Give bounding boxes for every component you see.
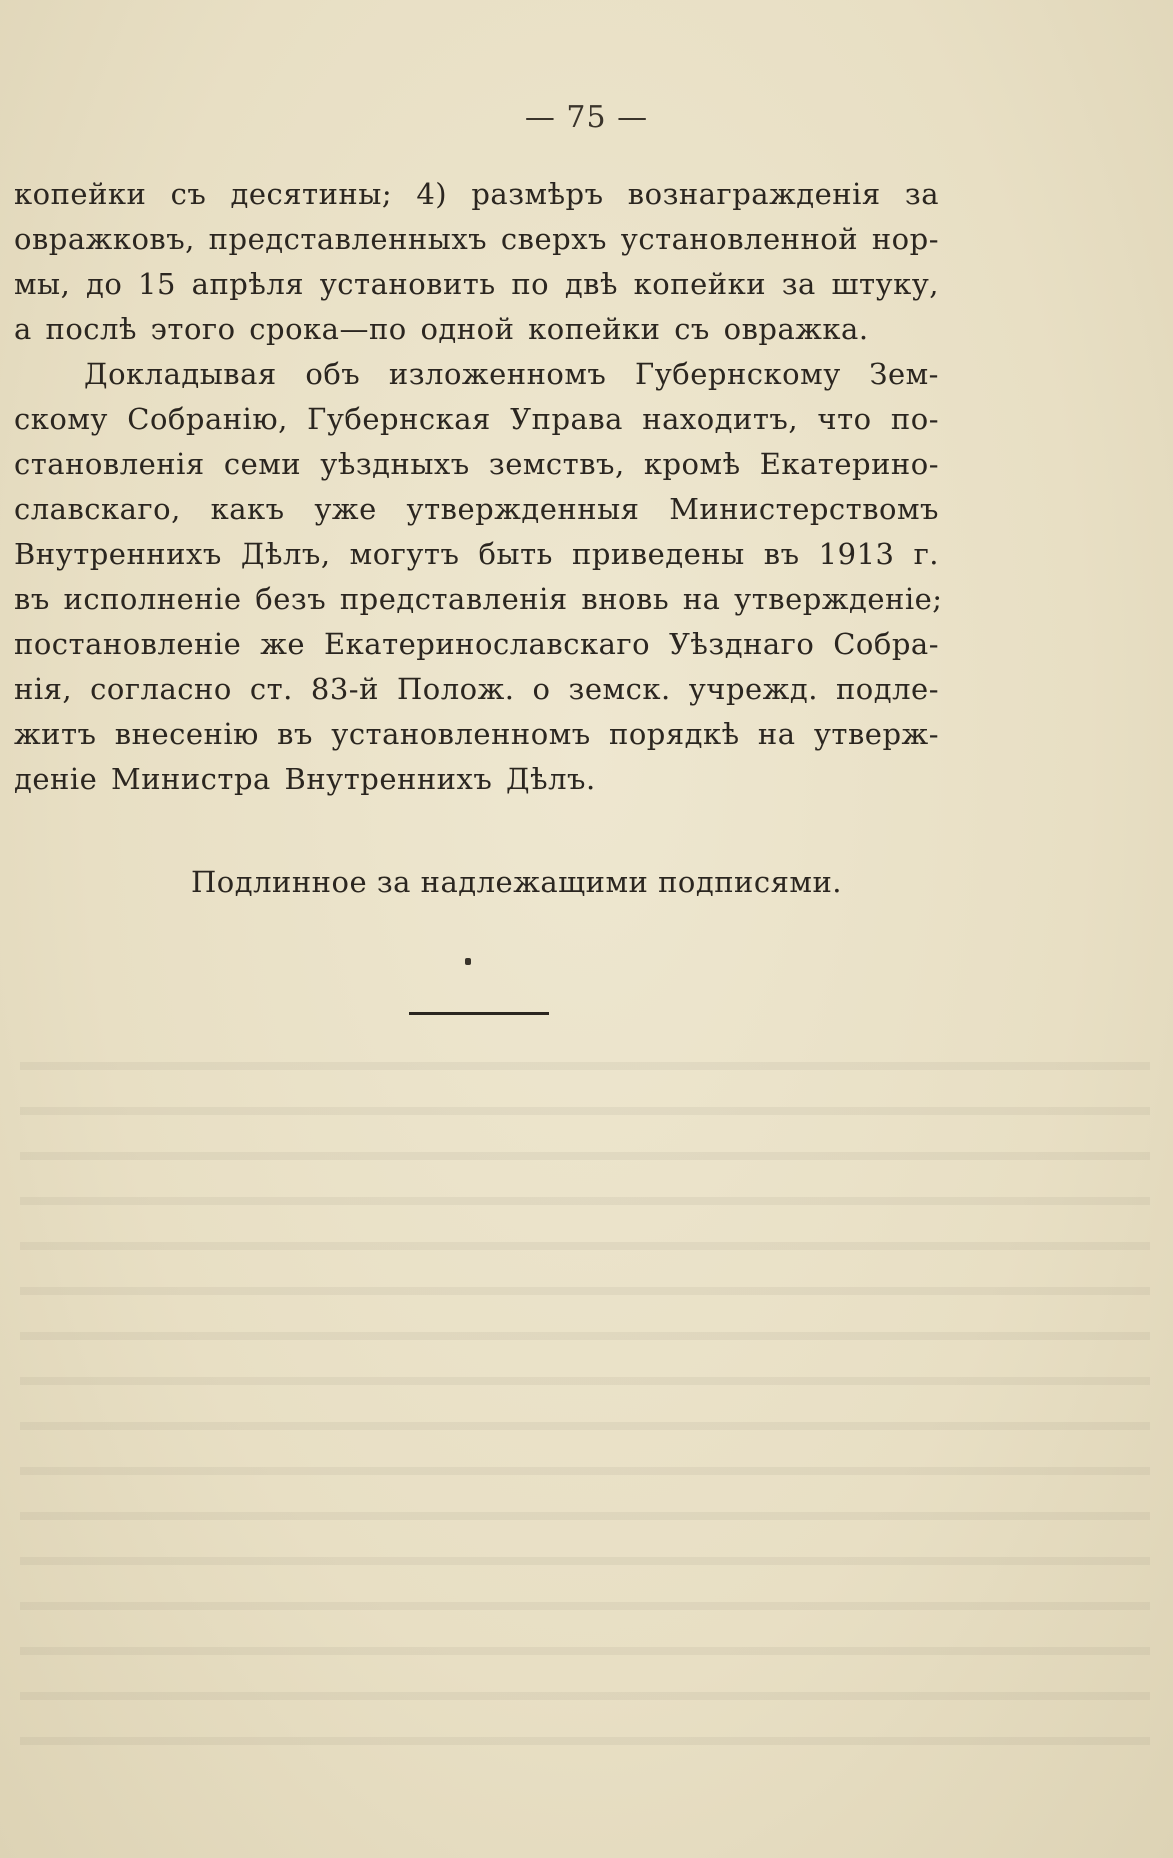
text-line: копейки съ десятины; 4) размѣръ вознагражденія за bbox=[14, 177, 939, 211]
text-line: деніе Министра Внутреннихъ Дѣлъ. bbox=[14, 762, 596, 796]
text-line: въ исполненіе безъ представленія вновь на утвержденіе; bbox=[14, 582, 943, 616]
signature-note: Подлинное за надлежащими подписями. bbox=[190, 865, 843, 899]
end-rule bbox=[409, 1012, 549, 1015]
text-line: нія, согласно ст. 83-й Полож. о земск. учрежд. подле- bbox=[14, 672, 939, 706]
page-number: — 75 — bbox=[524, 100, 649, 135]
ink-dot bbox=[465, 958, 471, 965]
text-line: а послѣ этого срока—по одной копейки съ овражка. bbox=[14, 312, 869, 346]
bleed-through-texture bbox=[20, 1040, 1150, 1760]
text-line: скому Собранію, Губернская Управа находитъ, что по- bbox=[14, 402, 939, 436]
body-text bbox=[14, 172, 943, 802]
text-line: славскаго, какъ уже утвержденныя Министерствомъ bbox=[14, 492, 939, 526]
text-line: житъ внесенію въ установленномъ порядкѣ на утверж- bbox=[14, 717, 939, 751]
text-line: мы, до 15 апрѣля установить по двѣ копейки за штуку, bbox=[14, 267, 939, 301]
text-line: овражковъ, представленныхъ сверхъ установленной нор- bbox=[14, 222, 939, 256]
text-line: постановленіе же Екатеринославскаго Уѣзднаго Собра- bbox=[14, 627, 939, 661]
text-line: Внутреннихъ Дѣлъ, могутъ быть приведены въ 1913 г. bbox=[14, 537, 939, 571]
text-line: Докладывая объ изложенномъ Губернскому Зем- bbox=[84, 357, 939, 391]
text-line: становленія семи уѣздныхъ земствъ, кромѣ Екатерино- bbox=[14, 447, 939, 481]
